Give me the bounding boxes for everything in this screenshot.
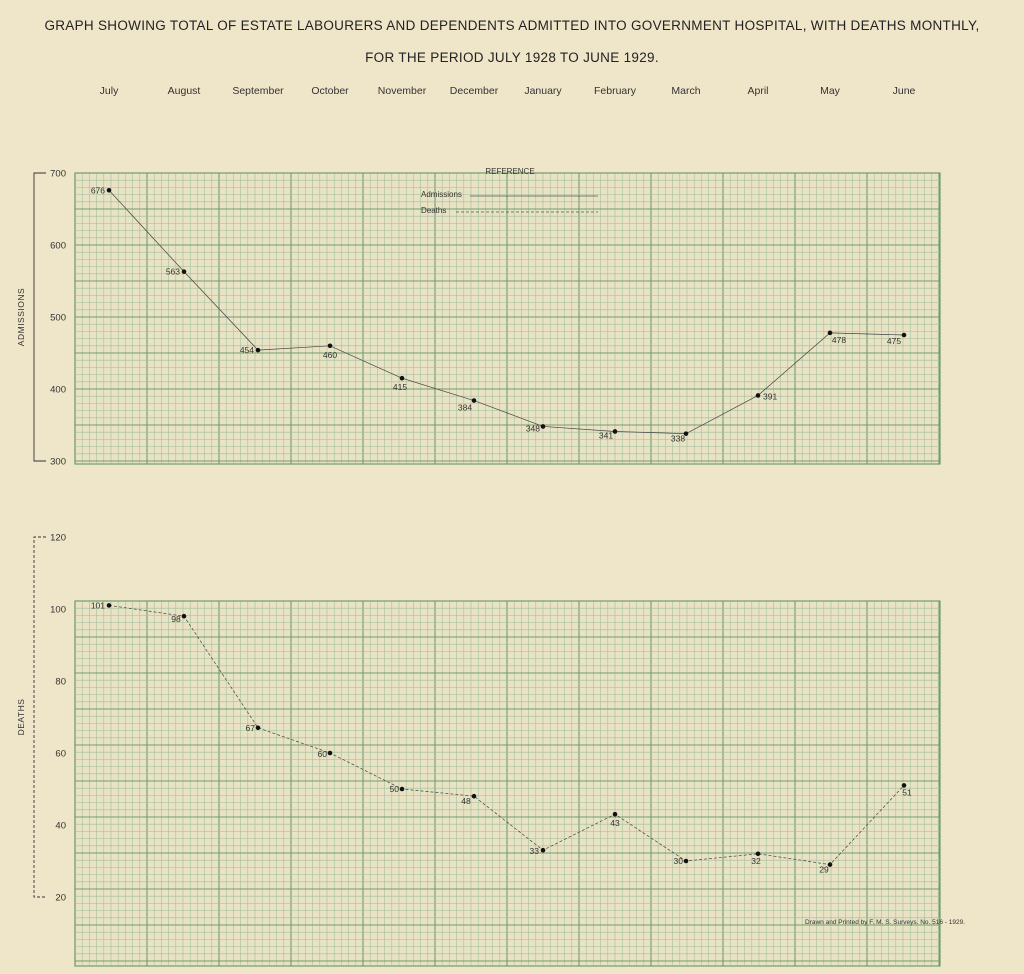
admissions-tick-500: 500	[50, 312, 66, 324]
month-label-august: August	[167, 85, 201, 97]
deaths-value-label-december: 48	[461, 796, 471, 807]
admissions-value-label-november: 415	[392, 382, 408, 393]
deaths-value-label-march: 30	[673, 856, 683, 866]
deaths-tick-60: 60	[55, 748, 66, 760]
deaths-tick-120: 120	[50, 532, 66, 544]
grid-deaths	[75, 601, 940, 966]
month-label-march: March	[671, 85, 701, 97]
deaths-point-august	[182, 614, 187, 619]
admissions-point-september	[256, 348, 261, 353]
month-label-july: July	[99, 85, 119, 97]
legend-heading: REFERENCE	[485, 167, 535, 176]
deaths-point-july	[107, 603, 112, 608]
deaths-value-label-may: 29	[819, 864, 829, 875]
admissions-point-april	[756, 393, 761, 398]
admissions-point-november	[400, 376, 405, 381]
admissions-value-label-april: 391	[763, 391, 778, 402]
month-label-may: May	[820, 85, 840, 97]
admissions-axis-label: ADMISSIONS	[16, 287, 26, 347]
deaths-point-october	[328, 751, 333, 756]
month-label-february: February	[593, 85, 637, 97]
legend-admissions-label: Admissions	[421, 190, 462, 199]
deaths-tick-20: 20	[55, 892, 66, 904]
admissions-point-february	[613, 429, 618, 434]
admissions-value-label-january: 348	[525, 423, 540, 434]
month-label-october: October	[311, 85, 349, 97]
admissions-tick-600: 600	[50, 240, 66, 252]
grid-admissions	[75, 173, 940, 464]
deaths-point-march	[684, 859, 689, 864]
deaths-tick-80: 80	[55, 676, 66, 688]
admissions-point-july	[107, 188, 112, 193]
admissions-point-october	[328, 344, 333, 349]
month-label-june: June	[892, 85, 916, 97]
admissions-value-label-may: 478	[831, 334, 847, 345]
admissions-point-january	[541, 424, 546, 429]
month-label-september: September	[232, 85, 284, 97]
deaths-axis-label: DEATHS	[16, 698, 26, 736]
deaths-axis-bracket	[34, 537, 46, 897]
deaths-tick-40: 40	[55, 820, 66, 832]
admissions-value-label-june: 475	[886, 336, 902, 346]
deaths-value-label-november: 50	[389, 784, 399, 794]
deaths-point-january	[541, 848, 546, 853]
deaths-value-label-june: 51	[902, 787, 912, 798]
month-label-april: April	[747, 85, 769, 97]
admissions-point-august	[182, 269, 187, 274]
month-label-january: January	[524, 85, 562, 97]
month-label-november: November	[377, 85, 427, 97]
deaths-value-label-february: 43	[610, 818, 620, 829]
deaths-value-label-january: 33	[529, 846, 539, 857]
deaths-point-december	[472, 794, 477, 799]
deaths-value-label-october: 60	[317, 749, 327, 759]
deaths-point-february	[613, 812, 618, 817]
admissions-tick-700: 700	[50, 168, 66, 180]
deaths-point-november	[400, 787, 405, 792]
admissions-value-label-february: 341	[598, 430, 614, 441]
deaths-value-label-april: 32	[751, 855, 761, 866]
admissions-value-label-october: 460	[322, 349, 338, 360]
chart-title-line-2: FOR THE PERIOD JULY 1928 TO JUNE 1929.	[365, 50, 659, 65]
admissions-tick-400: 400	[50, 384, 66, 396]
chart-title-line-1: GRAPH SHOWING TOTAL OF ESTATE LABOURERS AND DEPENDENTS ADMITTED INTO GOVERNMENT HOSPITAL, WITH DEATHS MONTHLY,	[44, 18, 980, 33]
admissions-value-label-december: 384	[457, 402, 473, 413]
admissions-value-label-august: 563	[165, 266, 180, 277]
admissions-point-june	[902, 333, 907, 338]
admissions-value-label-march: 338	[670, 433, 686, 444]
admissions-value-label-july: 676	[90, 185, 105, 196]
printer-credit: Drawn and Printed by F. M. S. Surveys. No. 516 - 1929.	[805, 919, 966, 926]
admissions-axis-bracket	[34, 173, 46, 461]
admissions-value-label-september: 454	[239, 345, 254, 356]
deaths-value-label-august: 98	[171, 614, 181, 625]
deaths-point-september	[256, 726, 261, 731]
deaths-tick-100: 100	[50, 604, 66, 616]
month-label-december: December	[449, 85, 499, 97]
admissions-tick-300: 300	[50, 456, 66, 468]
admissions-point-december	[472, 398, 477, 403]
deaths-value-label-september: 67	[245, 722, 255, 733]
deaths-value-label-july: 101	[90, 600, 105, 611]
legend-deaths-label: Deaths	[421, 206, 447, 215]
